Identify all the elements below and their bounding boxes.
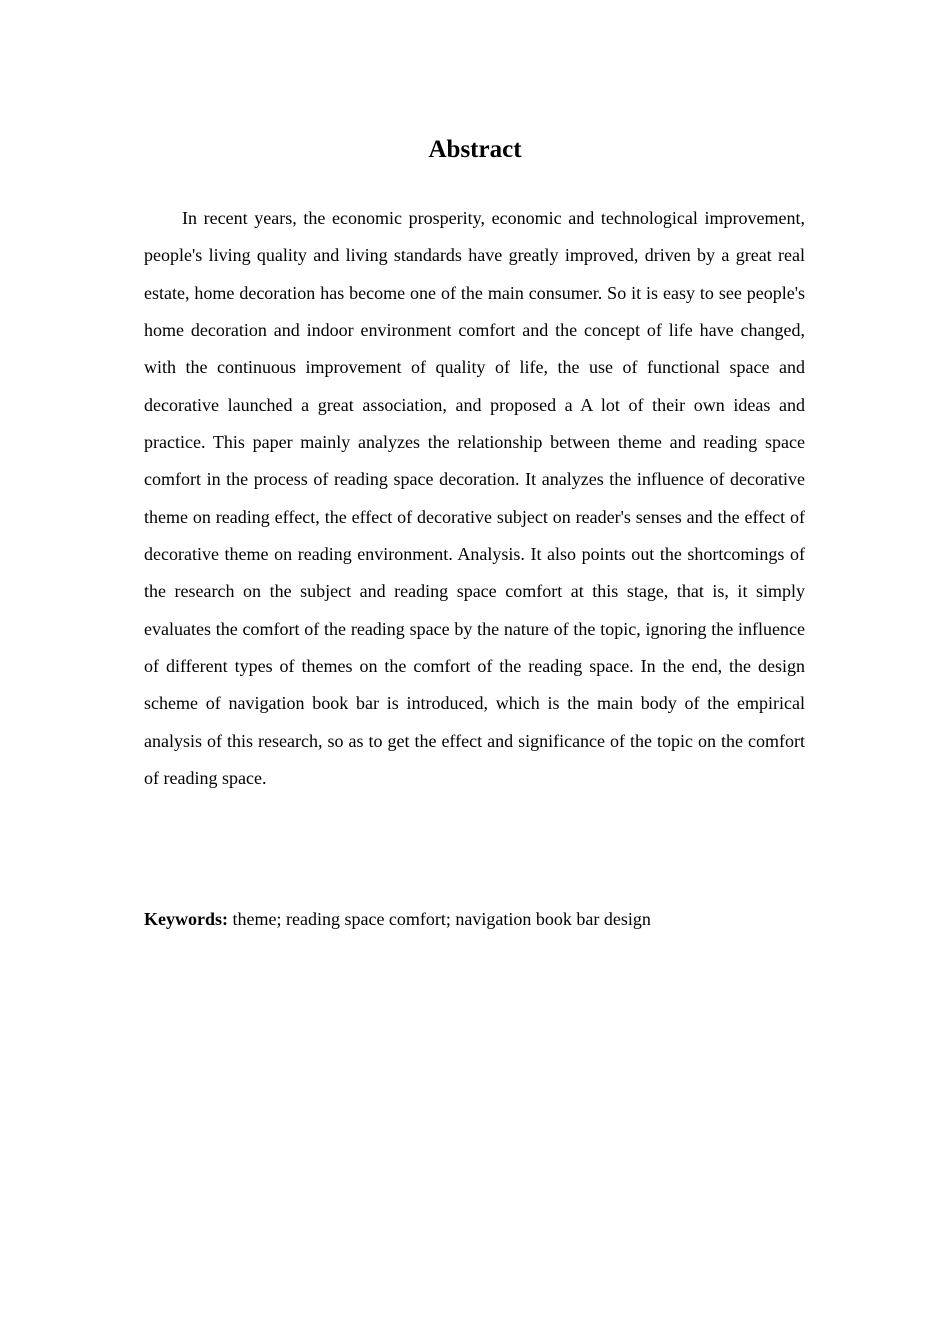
page-title: Abstract xyxy=(428,136,522,163)
keywords-text: theme; reading space comfort; navigation book bar design xyxy=(232,909,651,929)
keywords-line xyxy=(144,901,805,938)
abstract-paragraph: In recent years, the economic prosperity, economic and technological improvement, people's living quality and living standards have greatly improved, driven by a great real estate, home decoration has become one of the main consumer. So it is easy to see people's home decoration and indoor environment comfort and the concept of life have changed, with the continuous improvement of quality of life, the use of functional space and decorative launched a great association, and proposed a A lot of their own ideas and practice. This paper mainly analyzes the relationship between theme and reading space comfort in the process of reading space decoration. It analyzes the influence of decorative theme on reading effect, the effect of decorative subject on reader's senses and the effect of decorative theme on reading environment. Analysis. It also points out the shortcomings of the research on the subject and reading space comfort at this stage, that is, it simply evaluates the comfort of the reading space by the nature of the topic, ignoring the influence of different types of themes on the comfort of the reading space. In the end, the design scheme of navigation book bar is introduced, which is the main body of the empirical analysis of this research, so as to get the effect and significance of the topic on the comfort of reading space. xyxy=(144,208,805,789)
keywords-label: Keywords: xyxy=(144,909,228,929)
